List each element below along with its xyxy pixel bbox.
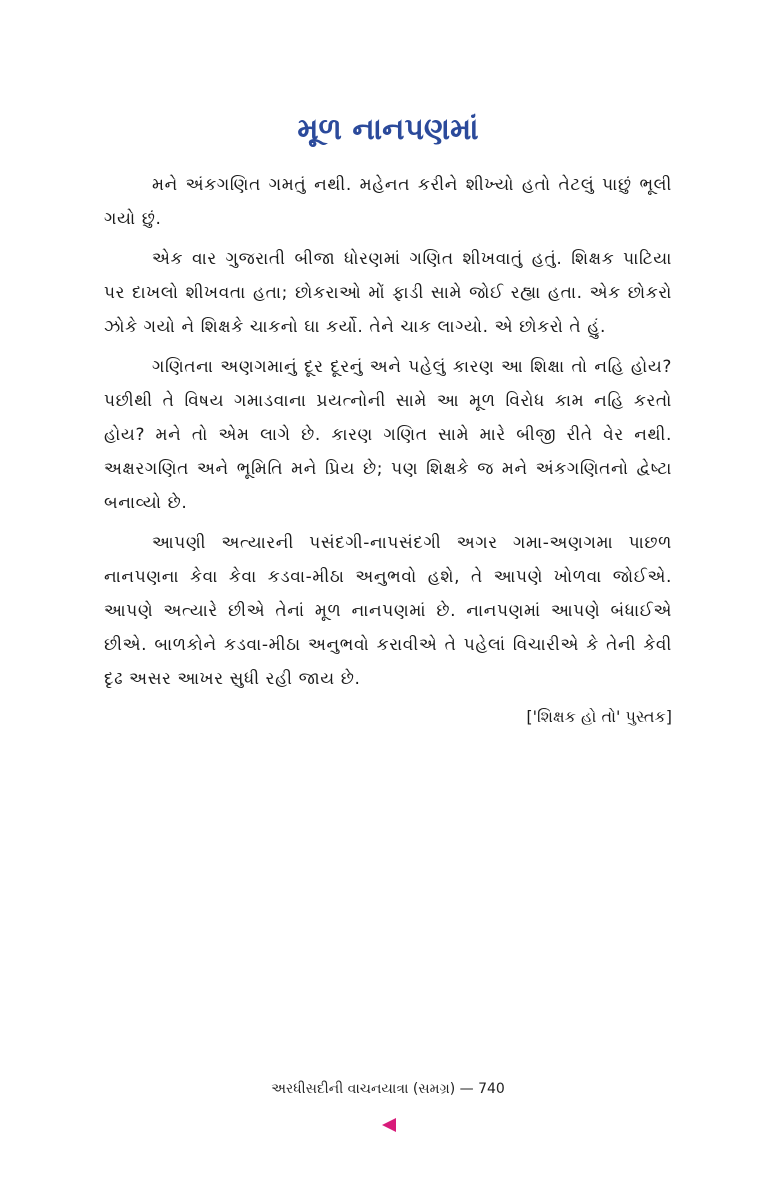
paragraph: આપણી અત્યારની પસંદગી-નાપસંદગી અગર ગમા-અણગમા પાછળ નાનપણના કેવા કેવા કડવા-મીઠા અનુભવો હશે, તે આપણે ખોળવા જોઈએ. આપણે અત્યારે છીએ તેનાં મૂળ નાનપણમાં છે. નાનપણમાં આપણે બંધાઈએ છીએ. બાળકોને કડવા-મીઠા અનુભવો કરાવીએ તે પહેલાં વિચારીએ કે તેની કેવી દૃઢ અસર આખર સુધી રહી જાય છે. — [104, 533, 672, 689]
article-title: મૂળ નાનપણમાં — [297, 112, 479, 147]
page-footer: અરધીસદીની વાચનયાત્રા (સમગ્ર) — 740 — [271, 1081, 505, 1097]
paragraph: મને અંકગણિત ગમતું નથી. મહેનત કરીને શીખ્યો હતો તેટલું પાછું ભૂલી ગયો છું. — [104, 175, 672, 229]
paragraph: ગણિતના અણગમાનું દૂર દૂરનું અને પહેલું કારણ આ શિક્ષા તો નહિ હોય? પછીથી તે વિષય ગમાડવાના પ્રયત્નોની સામે આ મૂળ વિરોધ કામ નહિ કરતો હોય? મને તો એમ લાગે છે. કારણ ગણિત સામે મારે બીજી રીતે વેર નથી. અક્ષરગણિત અને ભૂમિતિ મને પ્રિય છે; પણ શિક્ષકે જ મને અંકગણિતનો દ્વેષ્ટા બનાવ્યો છે. — [104, 357, 672, 513]
back-arrow-icon[interactable] — [382, 1118, 396, 1132]
paragraph: એક વાર ગુજરાતી બીજા ધોરણમાં ગણિત શીખવાતું હતું. શિક્ષક પાટિયા પર દાખલો શીખવતા હતા; છોકરાઓ મોં ફાડી સામે જોઈ રહ્યા હતા. એક છોકરો ઝોકે ગયો ને શિક્ષકે ચાકનો ઘા કર્યો. તેને ચાક લાગ્યો. એ છોકરો તે હું. — [104, 249, 672, 337]
article-body — [104, 168, 672, 732]
source-citation: ['શિક્ષક હો તો' પુસ્તક] — [526, 707, 672, 726]
